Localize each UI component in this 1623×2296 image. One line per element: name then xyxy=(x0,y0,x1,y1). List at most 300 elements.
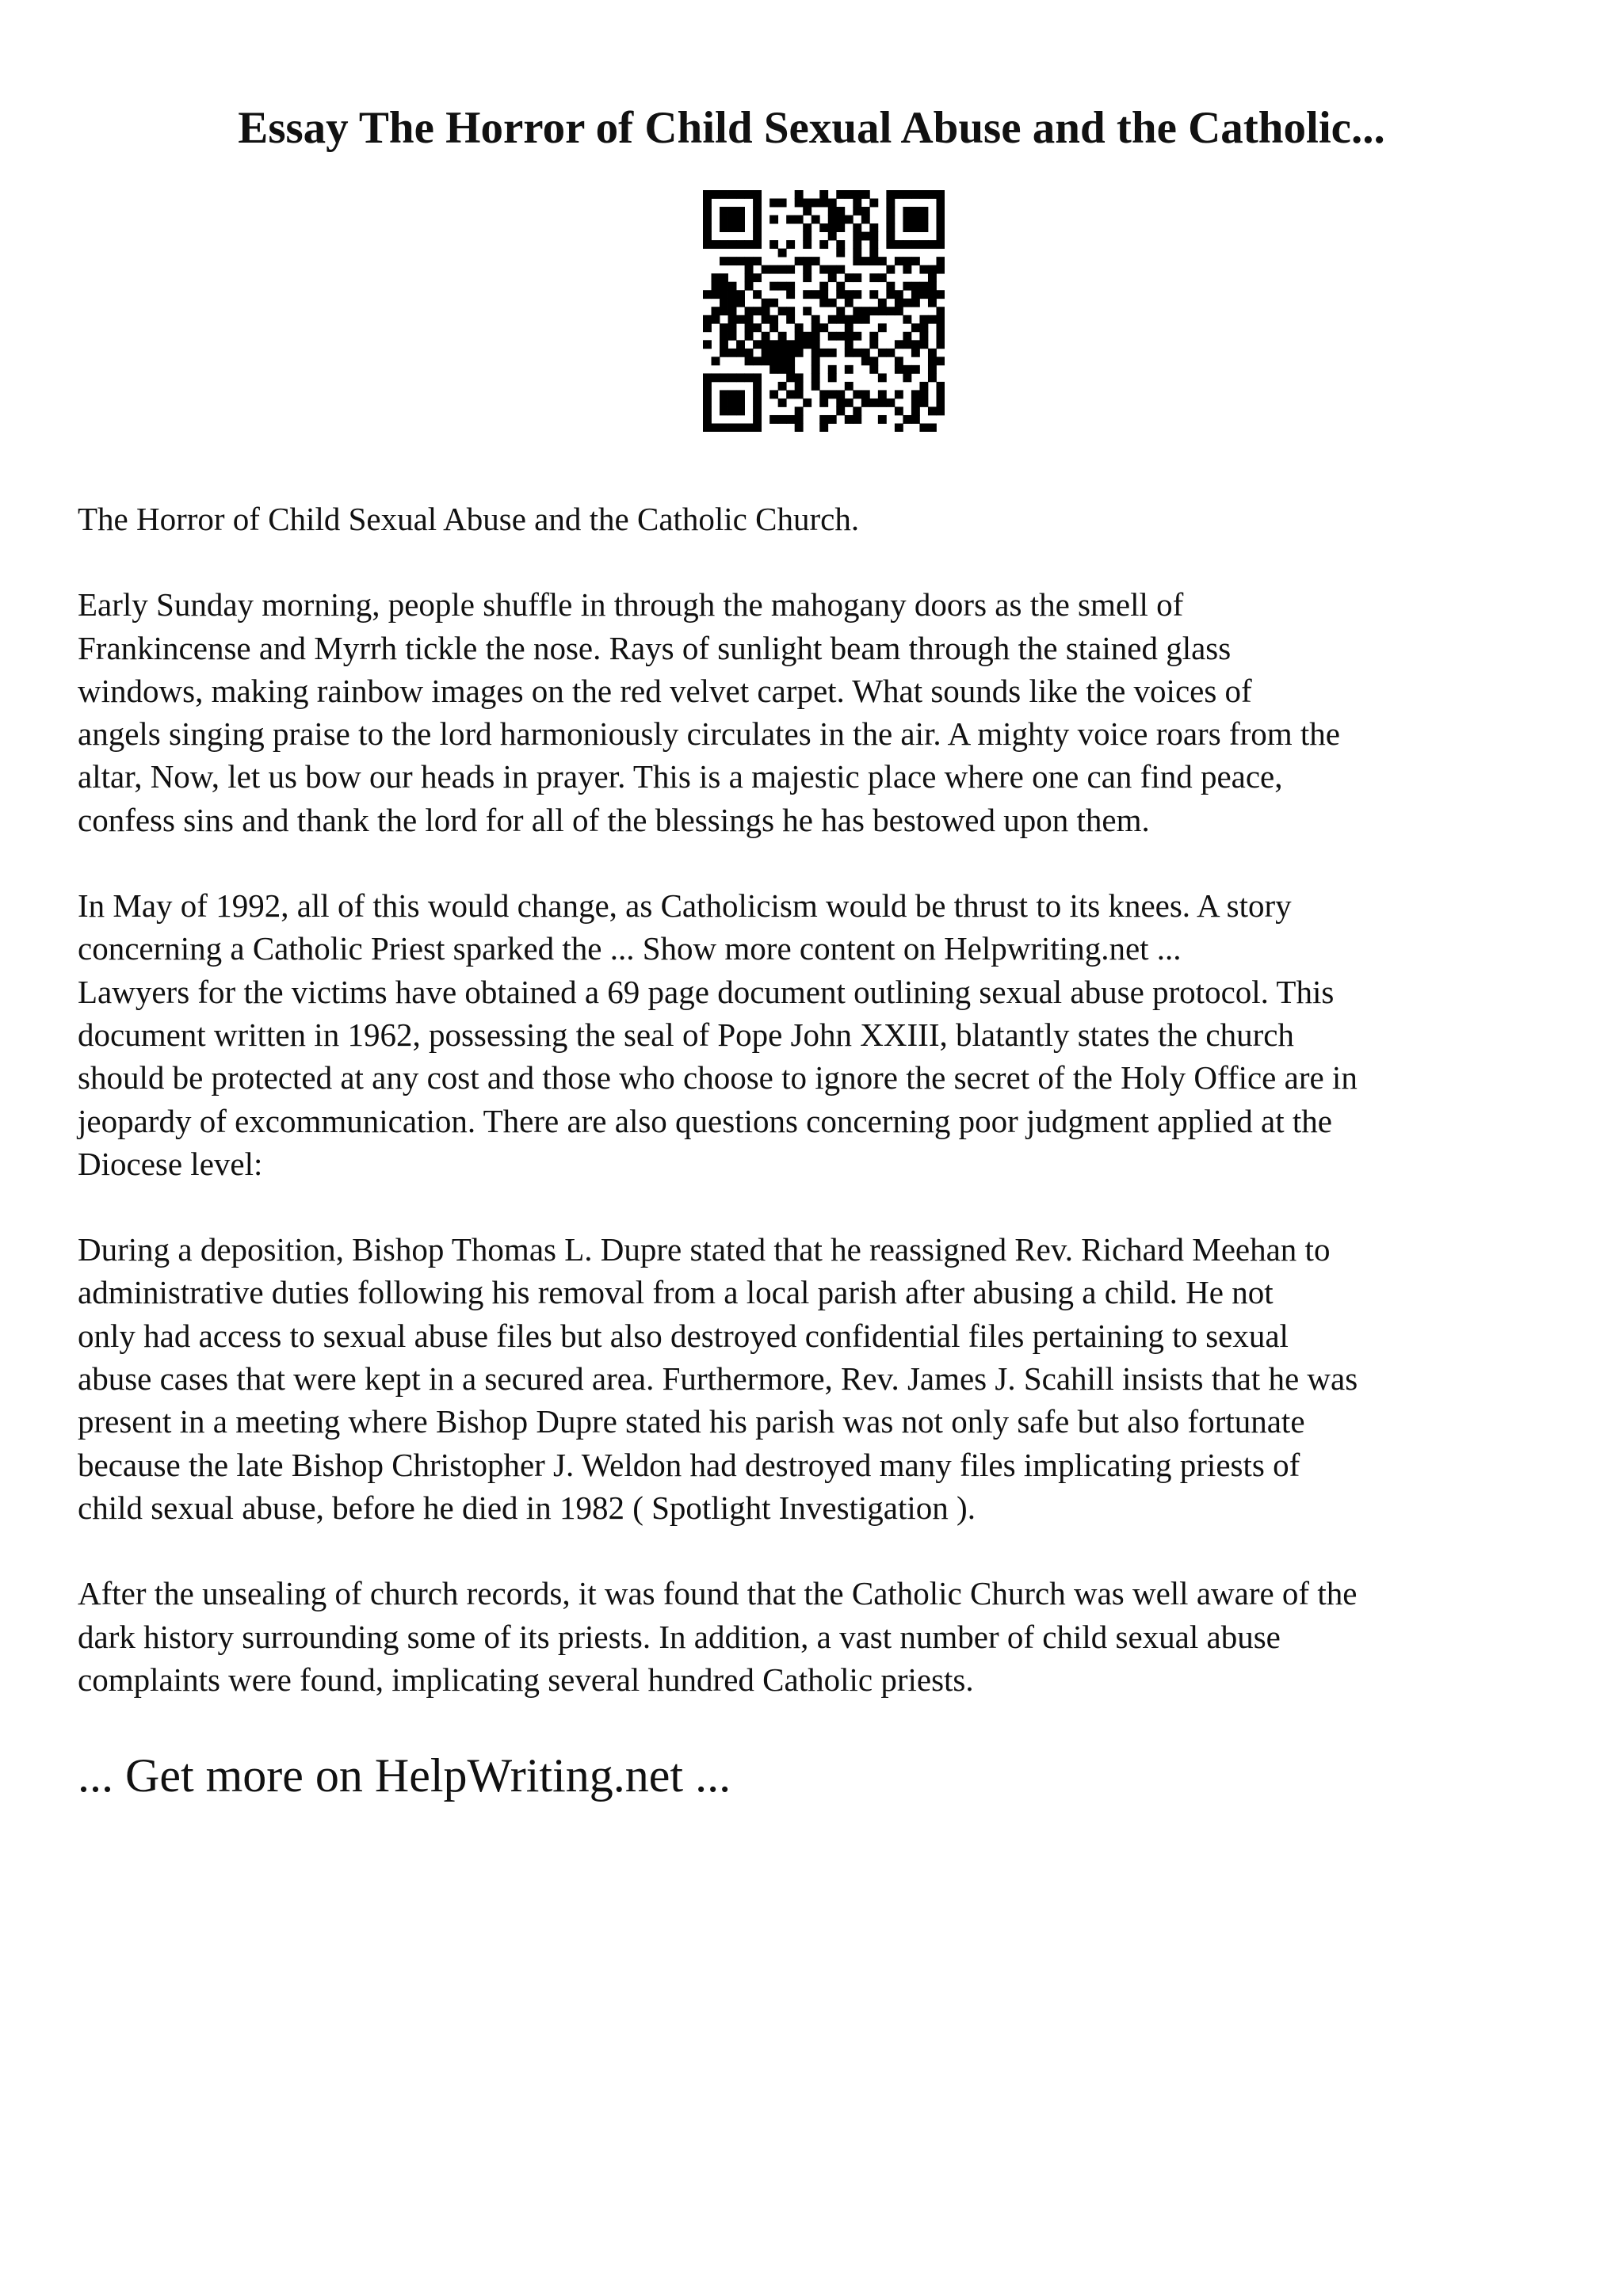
qr-module xyxy=(786,373,795,382)
qr-module xyxy=(886,223,895,232)
qr-module xyxy=(745,323,754,332)
qr-module xyxy=(878,273,887,282)
qr-module xyxy=(828,415,837,424)
qr-module xyxy=(886,290,895,299)
qr-module xyxy=(919,190,928,199)
qr-module xyxy=(819,290,828,299)
qr-module xyxy=(745,257,754,265)
qr-module xyxy=(703,340,712,349)
qr-module xyxy=(895,423,903,432)
qr-module xyxy=(845,365,854,374)
text-line: Lawyers for the victims have obtained a 69 page document outlining sexual abuse protocol. This xyxy=(78,973,1335,1010)
qr-module xyxy=(886,240,895,249)
qr-module xyxy=(803,399,812,407)
qr-module xyxy=(936,390,945,399)
qr-module xyxy=(786,340,795,349)
qr-module xyxy=(720,399,728,407)
qr-module xyxy=(728,307,737,315)
qr-module xyxy=(720,223,728,232)
text-line: confess sins and thank the lord for all of the blessings he has bestowed upon them. xyxy=(78,801,1150,838)
qr-module xyxy=(745,282,754,291)
qr-module xyxy=(812,332,820,341)
qr-module xyxy=(869,340,878,349)
qr-module xyxy=(769,215,778,224)
qr-module xyxy=(812,382,820,391)
qr-module xyxy=(778,382,787,391)
qr-module xyxy=(728,215,737,224)
qr-module xyxy=(712,373,720,382)
qr-module xyxy=(828,315,837,324)
qr-module xyxy=(936,240,945,249)
qr-module xyxy=(736,215,745,224)
qr-module xyxy=(911,282,920,291)
qr-module xyxy=(878,257,887,265)
qr-module xyxy=(720,190,728,199)
qr-module xyxy=(795,199,804,208)
paragraph-3 xyxy=(78,1228,1560,1529)
qr-module xyxy=(895,290,903,299)
qr-module xyxy=(712,290,720,299)
qr-module xyxy=(753,357,762,365)
qr-module xyxy=(712,307,720,315)
qr-module xyxy=(869,399,878,407)
qr-module xyxy=(753,340,762,349)
qr-module xyxy=(753,382,762,391)
qr-code-graphic xyxy=(703,190,945,432)
qr-module xyxy=(728,406,737,415)
qr-module xyxy=(795,190,804,199)
qr-module xyxy=(703,415,712,424)
qr-module xyxy=(703,215,712,224)
qr-module xyxy=(911,190,920,199)
qr-module xyxy=(836,240,845,249)
qr-module xyxy=(903,332,911,341)
qr-module xyxy=(769,415,778,424)
qr-module xyxy=(769,299,778,307)
qr-module xyxy=(903,365,911,374)
qr-module xyxy=(786,307,795,315)
qr-module xyxy=(895,365,903,374)
qr-module xyxy=(753,323,762,332)
qr-module xyxy=(903,265,911,274)
qr-module xyxy=(745,273,754,282)
text-line: During a deposition, Bishop Thomas L. Dupre stated that he reassigned Rev. Richard Meehan to xyxy=(78,1231,1331,1268)
qr-module xyxy=(936,332,945,341)
qr-module xyxy=(819,199,828,208)
qr-module xyxy=(903,415,911,424)
qr-module xyxy=(919,265,928,274)
qr-module xyxy=(936,382,945,391)
qr-module xyxy=(753,406,762,415)
qr-module xyxy=(786,415,795,424)
qr-module xyxy=(903,315,911,324)
qr-module xyxy=(845,399,854,407)
qr-module xyxy=(736,406,745,415)
qr-module xyxy=(736,423,745,432)
qr-module xyxy=(745,190,754,199)
qr-module xyxy=(886,282,895,291)
qr-module xyxy=(803,223,812,232)
qr-module xyxy=(703,423,712,432)
qr-module xyxy=(919,282,928,291)
text-line: present in a meeting where Bishop Dupre stated his parish was not only safe but also fortunate xyxy=(78,1403,1305,1440)
qr-module xyxy=(853,249,861,257)
qr-module xyxy=(853,406,861,415)
qr-module xyxy=(828,332,837,341)
qr-module xyxy=(911,406,920,415)
qr-module xyxy=(828,273,837,282)
qr-module xyxy=(778,249,787,257)
qr-module xyxy=(795,415,804,424)
text-line: In May of 1992, all of this would change, as Catholicism would be thrust to its knees. A story xyxy=(78,887,1292,925)
qr-module xyxy=(720,215,728,224)
qr-module xyxy=(928,357,937,365)
qr-module xyxy=(828,232,837,241)
qr-module xyxy=(911,399,920,407)
qr-module xyxy=(903,257,911,265)
qr-module xyxy=(736,290,745,299)
qr-module xyxy=(936,232,945,241)
qr-module xyxy=(911,257,920,265)
qr-module xyxy=(861,207,870,215)
qr-module xyxy=(812,290,820,299)
qr-module xyxy=(869,357,878,365)
qr-module xyxy=(886,199,895,208)
qr-module xyxy=(762,265,770,274)
text-line: concerning a Catholic Priest sparked the ... Show more content on Helpwriting.net ... xyxy=(78,930,1182,967)
qr-module xyxy=(878,415,887,424)
qr-module xyxy=(720,207,728,215)
qr-module xyxy=(728,332,737,341)
qr-module xyxy=(911,349,920,357)
qr-module xyxy=(778,415,787,424)
qr-module xyxy=(720,423,728,432)
text-line: complaints were found, implicating several hundred Catholic priests. xyxy=(78,1661,974,1698)
qr-module xyxy=(795,390,804,399)
qr-module xyxy=(745,307,754,315)
qr-module xyxy=(778,199,787,208)
qr-module xyxy=(803,207,812,215)
qr-module xyxy=(703,382,712,391)
qr-module xyxy=(828,299,837,307)
qr-module xyxy=(928,265,937,274)
qr-module xyxy=(895,357,903,365)
qr-module xyxy=(778,282,787,291)
qr-module xyxy=(736,349,745,357)
qr-module xyxy=(786,282,795,291)
qr-module xyxy=(869,290,878,299)
qr-module xyxy=(819,415,828,424)
qr-module xyxy=(762,307,770,315)
qr-module xyxy=(911,223,920,232)
qr-module xyxy=(703,290,712,299)
qr-module xyxy=(753,240,762,249)
qr-module xyxy=(769,282,778,291)
qr-module xyxy=(836,315,845,324)
qr-module xyxy=(895,406,903,415)
text-line: jeopardy of excommunication. There are also questions concerning poor judgment applied at the xyxy=(78,1102,1332,1139)
qr-module xyxy=(728,399,737,407)
qr-module xyxy=(769,315,778,324)
qr-module xyxy=(745,332,754,341)
paragraph-4 xyxy=(78,1572,1560,1701)
qr-module xyxy=(812,365,820,374)
qr-module xyxy=(745,357,754,365)
qr-module xyxy=(919,315,928,324)
qr-module xyxy=(903,240,911,249)
text-line: dark history surrounding some of its priests. In addition, a vast number of child sexual abuse xyxy=(78,1618,1281,1655)
qr-module xyxy=(703,240,712,249)
qr-module xyxy=(762,357,770,365)
qr-module xyxy=(728,315,737,324)
qr-module xyxy=(895,190,903,199)
qr-module xyxy=(703,223,712,232)
qr-module xyxy=(886,207,895,215)
qr-module xyxy=(769,340,778,349)
qr-module xyxy=(720,307,728,315)
qr-module xyxy=(753,190,762,199)
qr-module xyxy=(712,315,720,324)
qr-module xyxy=(812,215,820,224)
qr-module xyxy=(769,323,778,332)
qr-module xyxy=(928,423,937,432)
qr-module xyxy=(845,323,854,332)
qr-module xyxy=(819,323,828,332)
text-line: Early Sunday morning, people shuffle in through the mahogany doors as the smell of xyxy=(78,586,1184,624)
qr-module xyxy=(828,390,837,399)
qr-module xyxy=(903,282,911,291)
qr-module xyxy=(886,232,895,241)
qr-module xyxy=(769,240,778,249)
qr-module xyxy=(911,215,920,224)
qr-module xyxy=(936,340,945,349)
qr-module xyxy=(769,365,778,374)
qr-module xyxy=(778,365,787,374)
qr-module xyxy=(753,232,762,241)
qr-module xyxy=(861,232,870,241)
qr-module xyxy=(728,299,737,307)
page-title: Essay The Horror of Child Sexual Abuse and the Catholic... xyxy=(238,103,1385,153)
qr-module xyxy=(869,232,878,241)
qr-module xyxy=(836,307,845,315)
qr-module xyxy=(769,357,778,365)
essay-body xyxy=(78,498,1560,1807)
text-line: should be protected at any cost and those who choose to ignore the secret of the Holy Office are in xyxy=(78,1059,1358,1097)
qr-module xyxy=(728,257,737,265)
qr-module xyxy=(712,190,720,199)
qr-module xyxy=(895,307,903,315)
qr-module xyxy=(836,190,845,199)
qr-module xyxy=(728,423,737,432)
qr-module xyxy=(853,257,861,265)
qr-module xyxy=(895,299,903,307)
qr-module xyxy=(919,223,928,232)
qr-module xyxy=(736,340,745,349)
qr-module xyxy=(911,390,920,399)
qr-module xyxy=(869,365,878,374)
qr-module xyxy=(836,223,845,232)
qr-module xyxy=(928,273,937,282)
qr-module xyxy=(720,290,728,299)
qr-module xyxy=(853,415,861,424)
qr-module xyxy=(895,257,903,265)
qr-module xyxy=(928,373,937,382)
essay-subtitle: The Horror of Child Sexual Abuse and the Catholic Church. xyxy=(78,501,860,537)
qr-module xyxy=(803,307,812,315)
qr-module xyxy=(853,307,861,315)
qr-module xyxy=(919,390,928,399)
qr-module xyxy=(778,399,787,407)
qr-module xyxy=(736,257,745,265)
qr-module xyxy=(812,257,820,265)
qr-module xyxy=(703,315,712,324)
qr-module xyxy=(812,349,820,357)
qr-module xyxy=(911,207,920,215)
qr-module xyxy=(828,265,837,274)
text-line: windows, making rainbow images on the red velvet carpet. What sounds like the voices of xyxy=(78,672,1252,709)
qr-module xyxy=(819,265,828,274)
qr-module xyxy=(936,315,945,324)
qr-module xyxy=(845,349,854,357)
qr-module xyxy=(903,223,911,232)
qr-module xyxy=(861,315,870,324)
qr-module xyxy=(919,340,928,349)
qr-module xyxy=(861,349,870,357)
text-line: After the unsealing of church records, it was found that the Catholic Church was well aware of the xyxy=(78,1575,1358,1612)
qr-module xyxy=(778,340,787,349)
qr-module xyxy=(836,390,845,399)
qr-module xyxy=(762,349,770,357)
qr-module xyxy=(812,323,820,332)
qr-module xyxy=(736,207,745,215)
qr-module xyxy=(919,240,928,249)
qr-module xyxy=(819,423,828,432)
qr-module xyxy=(919,382,928,391)
qr-module xyxy=(728,390,737,399)
qr-module xyxy=(836,215,845,224)
qr-module xyxy=(728,240,737,249)
qr-module xyxy=(786,357,795,365)
qr-module xyxy=(819,399,828,407)
qr-module xyxy=(812,340,820,349)
qr-module xyxy=(753,423,762,432)
qr-module xyxy=(861,215,870,224)
qr-module xyxy=(836,282,845,291)
qr-module xyxy=(778,265,787,274)
qr-module xyxy=(928,365,937,374)
qr-module xyxy=(828,223,837,232)
qr-module xyxy=(745,423,754,432)
qr-module xyxy=(836,290,845,299)
qr-module xyxy=(853,332,861,341)
qr-module xyxy=(919,399,928,407)
qr-module xyxy=(819,190,828,199)
qr-module xyxy=(703,406,712,415)
qr-module xyxy=(928,290,937,299)
qr-module xyxy=(786,365,795,374)
qr-module xyxy=(769,390,778,399)
qr-module xyxy=(803,273,812,282)
qr-module xyxy=(720,257,728,265)
qr-module xyxy=(803,332,812,341)
qr-module xyxy=(720,349,728,357)
qr-module xyxy=(853,273,861,282)
qr-module xyxy=(803,257,812,265)
qr-module xyxy=(712,423,720,432)
qr-module xyxy=(736,315,745,324)
qr-module xyxy=(753,223,762,232)
qr-module xyxy=(919,207,928,215)
get-more-link[interactable]: ... Get more on HelpWriting.net ... xyxy=(78,1749,731,1802)
qr-module xyxy=(928,315,937,324)
text-line: administrative duties following his removal from a local parish after abusing a child. He not xyxy=(78,1274,1274,1311)
qr-module xyxy=(728,282,737,291)
qr-module xyxy=(928,406,937,415)
qr-module xyxy=(828,365,837,374)
qr-module xyxy=(861,307,870,315)
qr-module xyxy=(745,349,754,357)
qr-module xyxy=(736,190,745,199)
qr-module xyxy=(703,190,712,199)
qr-module xyxy=(819,390,828,399)
qr-module xyxy=(828,215,837,224)
qr-module xyxy=(795,332,804,341)
qr-module xyxy=(861,390,870,399)
qr-module xyxy=(828,349,837,357)
qr-module xyxy=(753,390,762,399)
qr-code-icon[interactable] xyxy=(703,190,945,432)
qr-module xyxy=(762,315,770,324)
qr-module xyxy=(919,215,928,224)
qr-module xyxy=(812,357,820,365)
qr-module xyxy=(753,207,762,215)
qr-module xyxy=(753,199,762,208)
qr-module xyxy=(911,290,920,299)
qr-module xyxy=(745,315,754,324)
qr-module xyxy=(803,290,812,299)
qr-module xyxy=(745,373,754,382)
qr-module xyxy=(869,199,878,208)
qr-module xyxy=(753,215,762,224)
qr-module xyxy=(720,390,728,399)
qr-module xyxy=(886,349,895,357)
qr-module xyxy=(845,332,854,341)
qr-module xyxy=(795,215,804,224)
qr-module xyxy=(853,240,861,249)
qr-module xyxy=(878,390,887,399)
qr-module xyxy=(836,207,845,215)
qr-module xyxy=(720,273,728,282)
qr-module xyxy=(712,273,720,282)
qr-module xyxy=(720,299,728,307)
qr-module xyxy=(911,323,920,332)
qr-module xyxy=(903,299,911,307)
text-line: child sexual abuse, before he died in 1982 ( Spotlight Investigation ). xyxy=(78,1489,976,1526)
qr-module xyxy=(753,290,762,299)
qr-module xyxy=(819,299,828,307)
qr-module xyxy=(703,390,712,399)
qr-module xyxy=(853,207,861,215)
qr-module xyxy=(928,190,937,199)
qr-module xyxy=(895,390,903,399)
qr-module xyxy=(703,199,712,208)
qr-module xyxy=(728,290,737,299)
qr-module xyxy=(712,357,720,365)
qr-module xyxy=(786,290,795,299)
qr-module xyxy=(745,265,754,274)
qr-module xyxy=(720,240,728,249)
qr-module xyxy=(878,373,887,382)
